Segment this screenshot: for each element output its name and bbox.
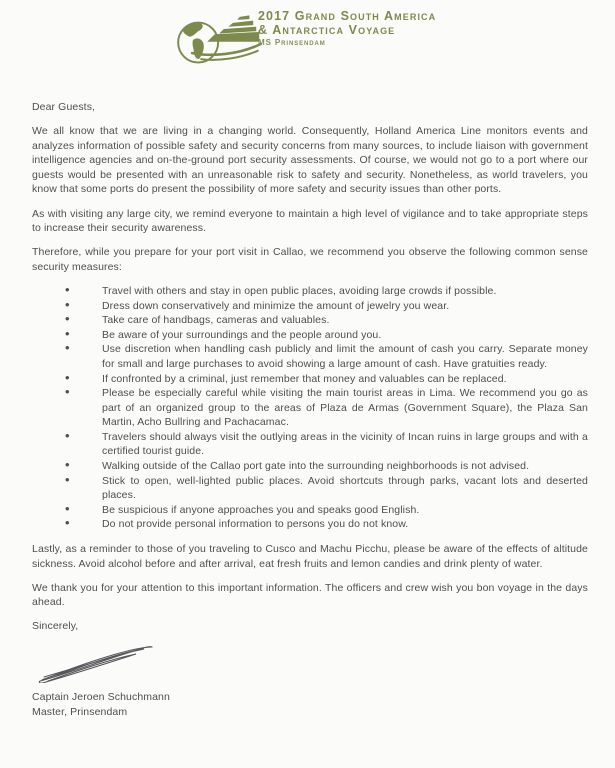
voyage-title-line1: 2017 Grand South America [258,9,437,23]
paragraph-thanks: We thank you for your attention to this important information. The officers and crew wish you bon voyage in the days ahead. [32,581,588,609]
valediction: Sincerely, [32,620,79,633]
security-measure-item: • Walking outside of the Callao port gate into the surrounding neighborhoods is not advised. [32,459,588,474]
security-measure-item: • Take care of handbags, cameras and valuables. [32,313,588,328]
paragraph-intro: We all know that we are living in a changing world. Consequently, Holland America Line monitors events and analyzes information of possible safety and security concerns from many sources, to include liaison with government intelligence agencies and on-the-ground port security assessments. Of course, we would not go to a port where our guests would be presented with an unreasonable risk to safety and security. Nonetheless, as world travelers, you know that some ports do present the possibility of more safety and security issues than other ports. [32,125,588,196]
security-measures-list [32,284,588,532]
signer-title: Master, Prinsendam [32,705,128,718]
security-measure-item: • Stick to open, well-lighted public places. Avoid shortcuts through parks, vacant lots and deserted places. [32,474,588,503]
security-measure-item: • Be suspicious if anyone approaches you and speaks good English. [32,503,588,518]
security-measure-item: • Travel with others and stay in open public places, avoiding large crowds if possible. [32,284,588,299]
signature-icon [36,637,161,683]
security-measure-item: • Dress down conservatively and minimize the amount of jewelry you wear. [32,299,588,314]
security-measure-item: • Travelers should always visit the outlying areas in the vicinity of Incan ruins in large groups and with a certified tourist guide. [32,430,588,459]
paragraph-vigilance: As with visiting any large city, we remind everyone to maintain a high level of vigilance and to take appropriate steps to increase their security awareness. [32,207,588,235]
voyage-title-block [258,10,436,49]
ship-name: MS Prinsendam [258,38,326,47]
voyage-title-line2: & Antarctica Voyage [258,22,396,37]
paragraph-altitude: Lastly, as a reminder to those of you traveling to Cusco and Machu Picchu, please be aware of the effects of altitude sickness. Avoid alcohol before and after arrival, eat fresh fruits and lemon candies and drink plenty of water. [32,543,588,570]
security-measure-item: • Use discretion when handling cash publicly and limit the amount of cash you carry. Separate money for small and large purchases to avoid showing a large amount of cash. Have gratuities ready. [32,342,588,371]
signature-block [32,690,588,719]
security-measure-item: • Be aware of your surroundings and the people around you. [32,328,588,343]
security-measure-item: • Do not provide personal information to persons you do not know. [32,517,588,532]
signer-name: Captain Jeroen Schuchmann [32,691,170,703]
salutation: Dear Guests, [32,101,96,113]
letter-body [32,100,588,719]
security-measure-item: • If confronted by a criminal, just remember that money and valuables can be replaced. [32,372,588,387]
security-measure-item: • Please be especially careful while visiting the main tourist areas in Lima. We recommend you go as part of an organized group to the areas of Plaza de Armas (Government Square), the Plaza San Martin, Acho Bullring and Pachacamac. [32,386,588,430]
letter-header [168,5,436,71]
globe-ship-logo-icon [168,5,266,71]
paragraph-callao-intro: Therefore, while you prepare for your port visit in Callao, we recommend you observe the following common sense security measures: [32,246,588,273]
